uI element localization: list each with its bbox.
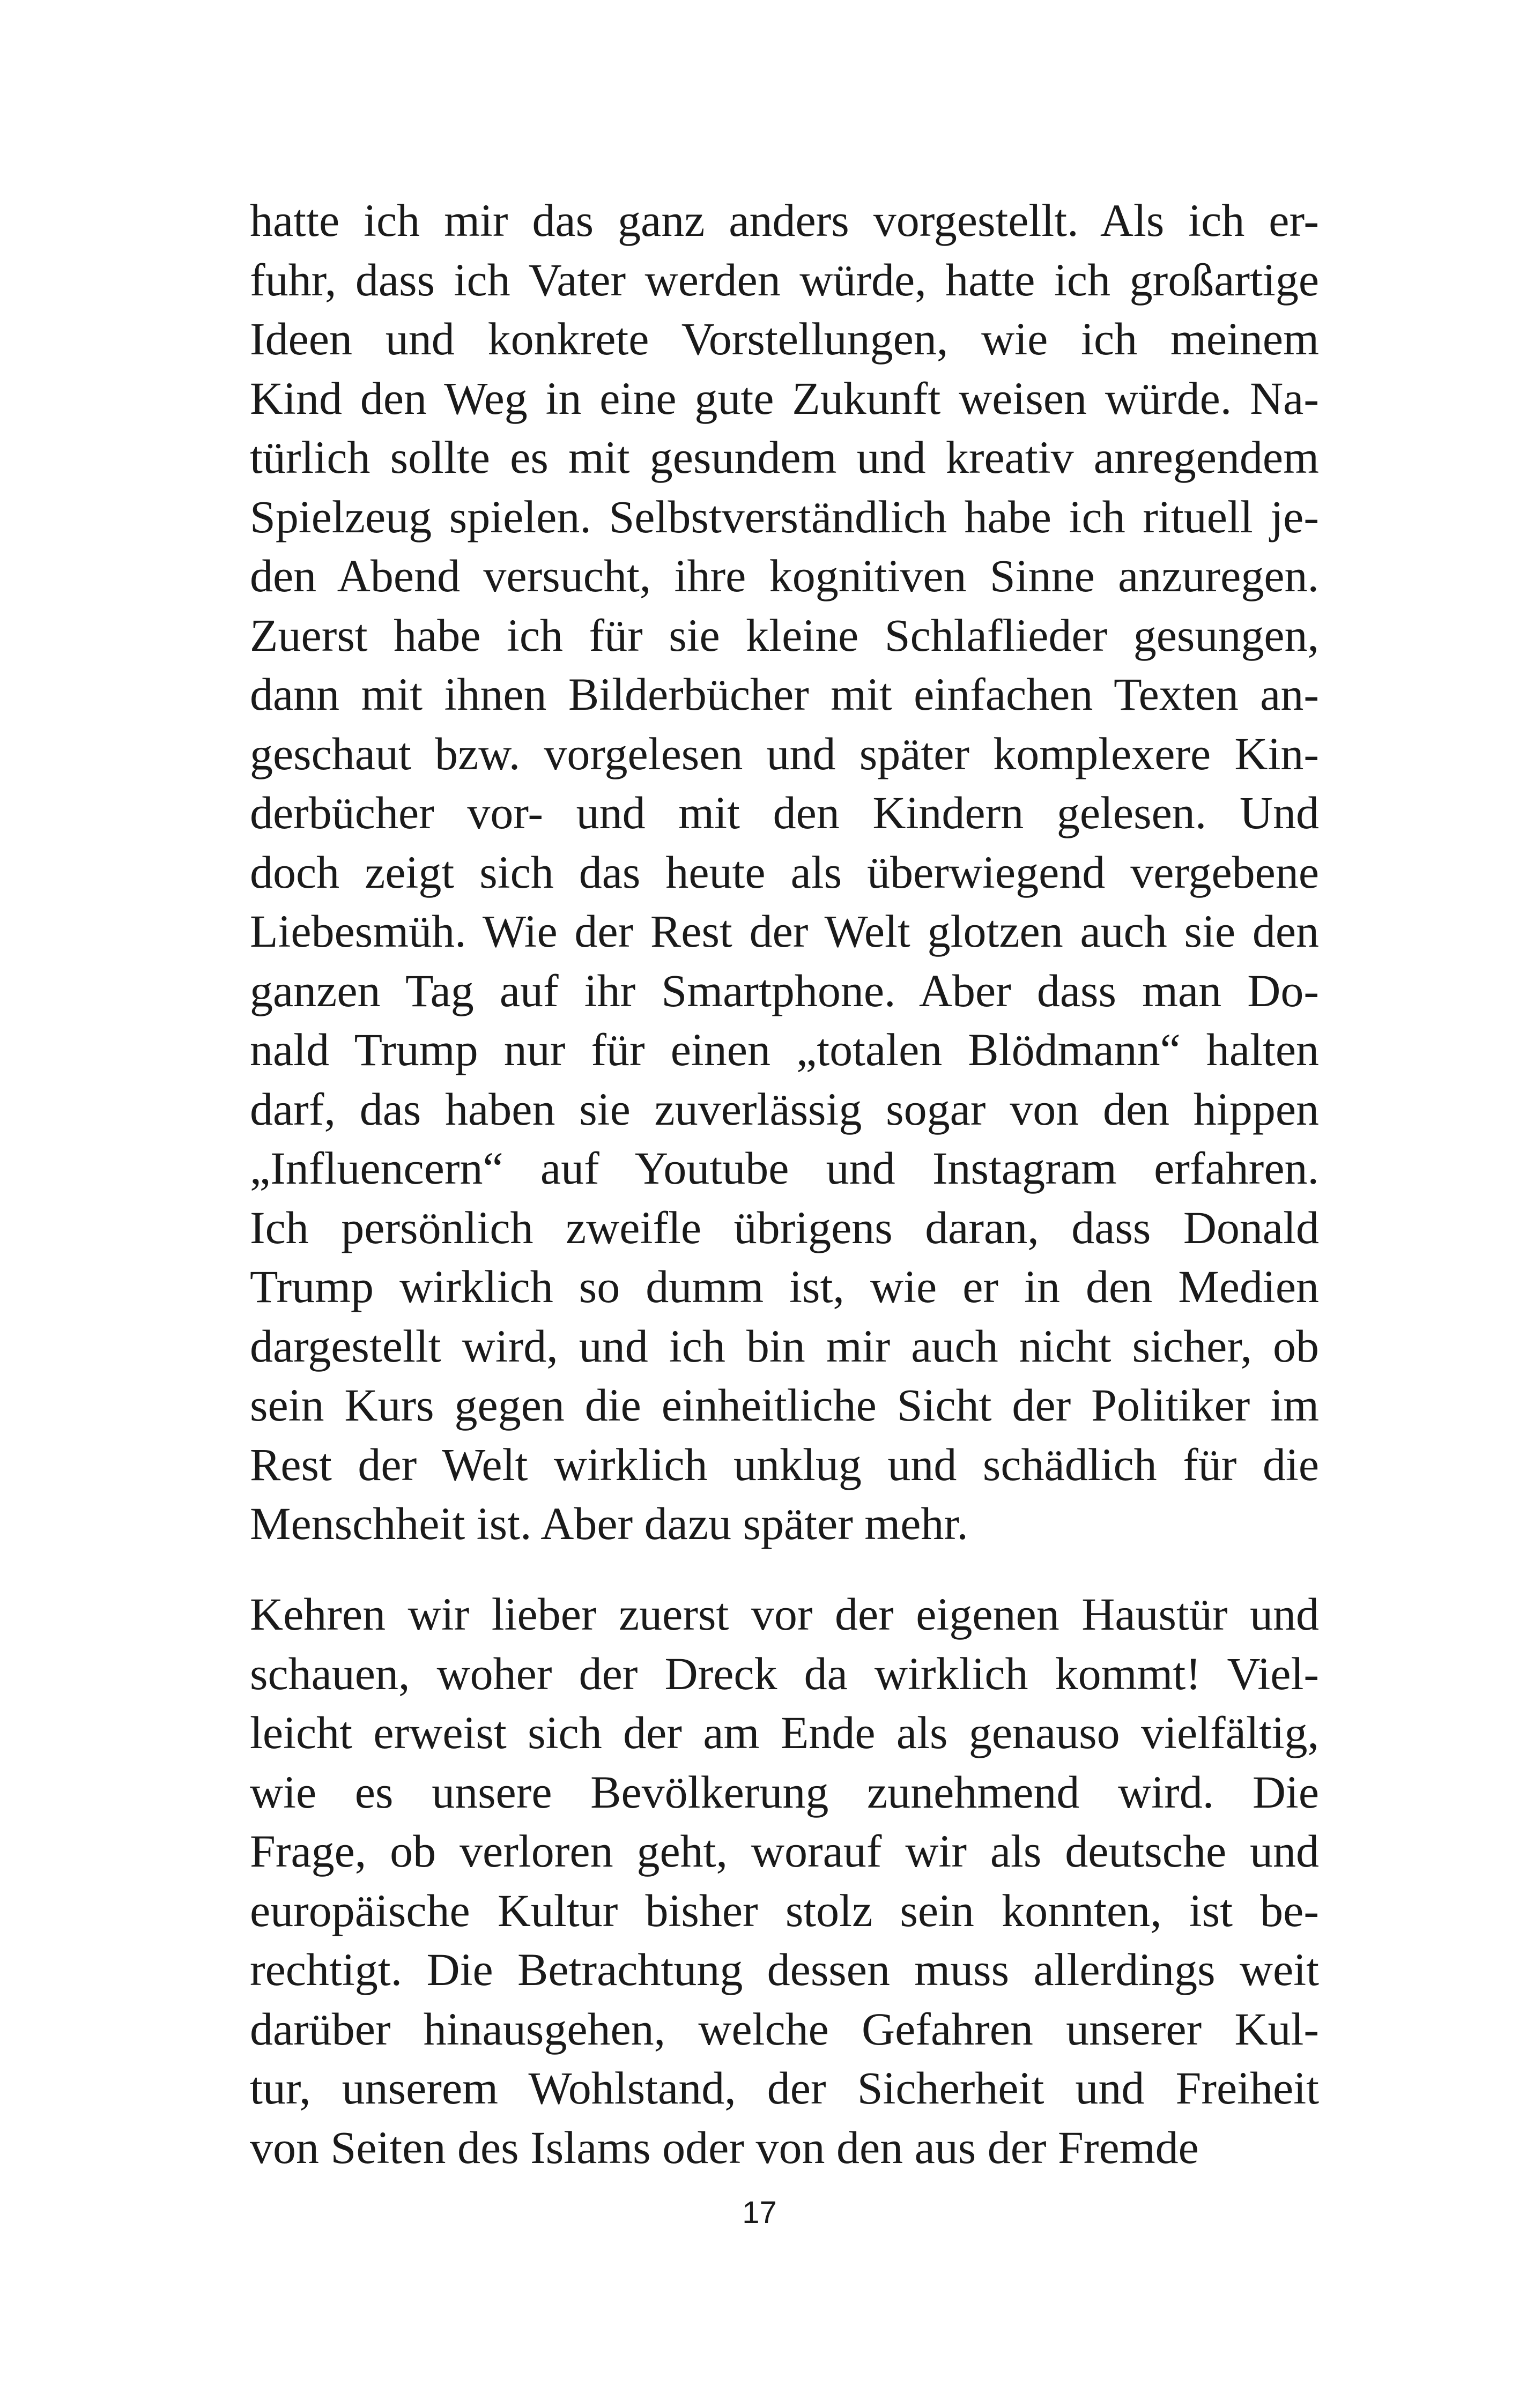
paragraph <box>250 1585 1319 2177</box>
text-line: Ich persönlich zweifle übrigens daran, dass Donald <box>250 1201 1319 1253</box>
text-line: dargestellt wird, und ich bin mir auch nicht sicher, ob <box>250 1320 1319 1372</box>
text-line: schauen, woher der Dreck da wirklich kommt! Viel- <box>250 1647 1319 1699</box>
text-line: Liebesmüh. Wie der Rest der Welt glotzen auch sie den <box>250 905 1319 957</box>
text-line: Frage, ob verloren geht, worauf wir als deutsche und <box>250 1825 1319 1877</box>
text-line: von Seiten des Islams oder von den aus der Fremde <box>250 2121 1199 2173</box>
text-line: Ideen und konkrete Vorstellungen, wie ich meinem <box>250 313 1319 365</box>
text-line: hatte ich mir das ganz anders vorgestellt. Als ich er- <box>250 195 1319 246</box>
text-line: den Abend versucht, ihre kognitiven Sinne anzuregen. <box>250 550 1319 601</box>
text-line: ganzen Tag auf ihr Smartphone. Aber dass man Do- <box>250 964 1319 1016</box>
text-line: leicht erweist sich der am Ende als genauso vielfältig, <box>250 1707 1319 1758</box>
text-line: fuhr, dass ich Vater werden würde, hatte ich großartige <box>250 254 1319 306</box>
text-line: Trump wirklich so dumm ist, wie er in den Medien <box>250 1261 1319 1312</box>
text-line: darüber hinausgehen, welche Gefahren unserer Kul- <box>250 2003 1319 2055</box>
text-line: rechtigt. Die Betrachtung dessen muss allerdings weit <box>250 1944 1319 1995</box>
text-line: Zuerst habe ich für sie kleine Schlaflieder gesungen, <box>250 609 1319 661</box>
text-line: darf, das haben sie zuverlässig sogar von den hippen <box>250 1083 1319 1135</box>
page-number: 17 <box>742 2195 777 2230</box>
text-line: derbücher vor- und mit den Kindern gelesen. Und <box>250 787 1319 838</box>
text-line: Rest der Welt wirklich unklug und schädlich für die <box>250 1438 1319 1490</box>
text-line: europäische Kultur bisher stolz sein konnten, ist be- <box>250 1884 1319 1936</box>
text-line: Kehren wir lieber zuerst vor der eigenen Haustür und <box>250 1588 1319 1640</box>
text-line: türlich sollte es mit gesundem und kreativ anregendem <box>250 432 1319 483</box>
text-line: wie es unsere Bevölkerung zunehmend wird. Die <box>250 1766 1319 1818</box>
paragraph <box>250 191 1319 1554</box>
text-line: doch zeigt sich das heute als überwiegend vergebene <box>250 846 1319 898</box>
text-line: tur, unserem Wohlstand, der Sicherheit und Freiheit <box>250 2062 1319 2114</box>
text-line: dann mit ihnen Bilderbücher mit einfachen Texten an- <box>250 668 1319 720</box>
text-line: „Influencern“ auf Youtube und Instagram erfahren. <box>250 1142 1319 1194</box>
text-line: Spielzeug spielen. Selbstverständlich habe ich rituell je- <box>250 490 1319 542</box>
text-line: geschaut bzw. vorgelesen und später komplexere Kin- <box>250 727 1319 779</box>
text-line: sein Kurs gegen die einheitliche Sicht der Politiker im <box>250 1379 1319 1431</box>
text-line: Menschheit ist. Aber dazu später mehr. <box>250 1498 968 1549</box>
text-line: Kind den Weg in eine gute Zukunft weisen würde. Na- <box>250 372 1319 424</box>
text-line: nald Trump nur für einen „totalen Blödmann“ halten <box>250 1024 1319 1075</box>
